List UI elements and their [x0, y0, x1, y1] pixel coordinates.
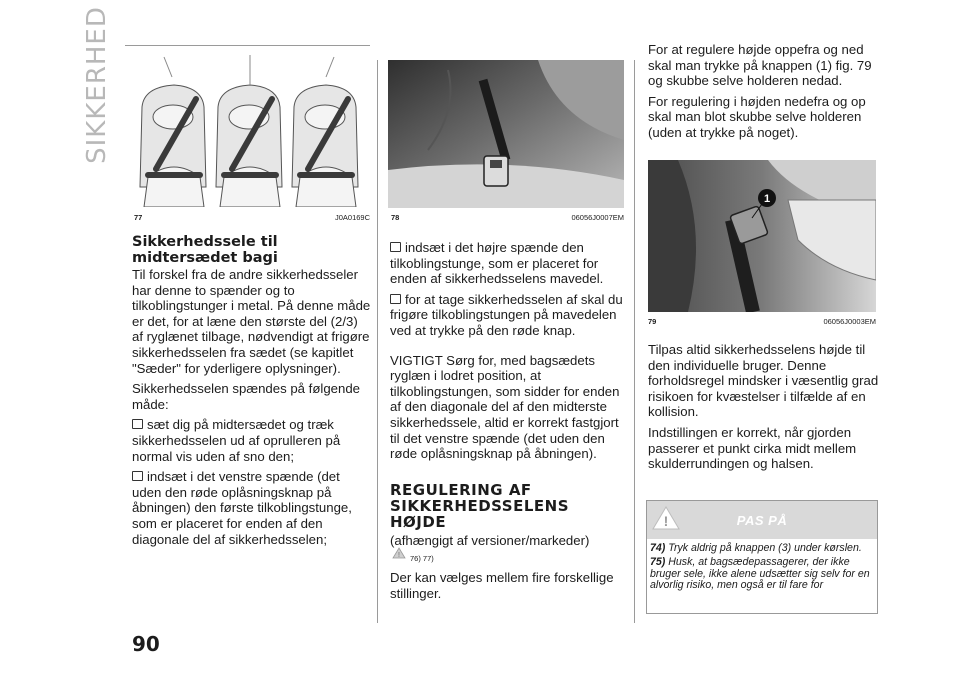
- paragraph: Til forskel fra de andre sikkerhedsseler har denne to spænder og to tilkoblingstunger i metal. På denne måde er det, for at læne den største del (2/3) af ryglænet tilbage, nødvendigt at frigøre sikkerhedsselen fra sædet (se kapitlet "Sæder" for yderligere oplysninger).: [132, 267, 371, 376]
- figure-77-rear-seat-belts: [134, 47, 370, 207]
- svg-text:!: !: [398, 552, 400, 560]
- column-2: [390, 240, 626, 606]
- paragraph: Indstillingen er korrekt, når gjorden passerer et punkt cirka midt mellem skulderrundingen og halsen.: [648, 424, 857, 472]
- svg-text:!: !: [663, 513, 669, 529]
- paragraph: Sikkerhedsselen spændes på følgende måde:: [132, 381, 360, 412]
- warning-item: 74) Tryk aldrig på knappen (3) under kørslen.: [650, 542, 862, 554]
- warning-triangle-icon: [392, 547, 406, 559]
- column-divider-2: [634, 60, 635, 623]
- warning-reference: ! 76) 77): [410, 551, 626, 567]
- paragraph: For at regulere højde oppefra og ned skal man trykke på knappen (1) fig. 79 og skubbe selve holderen nedad.: [648, 42, 872, 89]
- column-1: [132, 234, 372, 552]
- warning-title: PAS PÅ: [736, 513, 788, 528]
- column-3-bottom: [648, 342, 880, 477]
- figure-77-caption: 77 J0A0169C: [134, 213, 370, 222]
- warning-box-header: [647, 501, 877, 539]
- bullet-item: indsæt i det venstre spænde (det uden den røde oplåsningsknap på åbningen) den første tilkoblingstunge, som er placeret for enden af den diagonale del af sikkerhedsselen;: [132, 469, 352, 547]
- paragraph: Tilpas altid sikkerhedsselens højde til den individuelle bruger. Denne forholdsregel mindsker i væsentlig grad risikoen for kvæstelser i tilfælde af en kollision.: [648, 342, 879, 420]
- warning-body: [647, 539, 877, 592]
- figure-79-height-adjuster-photo: [648, 160, 876, 312]
- bullet-icon: [390, 242, 401, 252]
- bullet-icon: [390, 294, 401, 304]
- section-heading-middle-belt: Sikkerhedssele til midtersædet bagi: [132, 234, 278, 266]
- bullet-icon: [132, 419, 143, 429]
- chapter-side-label: SIKKERHED: [82, 6, 112, 164]
- figure-79-caption: 79 06056J0003EM: [648, 317, 876, 326]
- bullet-item: indsæt i det højre spænde den tilkoblingstunge, som er placeret for enden af sikkerhedsselens mavedel.: [390, 240, 604, 287]
- important-note: VIGTIGT Sørg for, med bagsædets ryglæn i lodret position, at tilkoblingstungen, som sidder for enden af den diagonale del af den midterste sikkerhedssele, altid er korrekt fastgjort til det venstre spænde (det uden den røde oplåsningsknap på åbningen).: [390, 352, 620, 462]
- figure-78-buckle-photo: [388, 60, 624, 208]
- bullet-item: sæt dig på midtersædet og træk sikkerhedsselen ud af oprulleren på normal vis uden af sno den;: [132, 417, 341, 464]
- callout-1-label: 1: [763, 193, 771, 205]
- paragraph: For regulering i højden nedefra og op skal man blot skubbe selve holderen (uden at trykke på noget).: [648, 93, 866, 140]
- page-number: 90: [132, 632, 160, 656]
- column-3-top: [648, 42, 880, 146]
- paragraph: Der kan vælges mellem fire forskellige stillinger.: [390, 569, 614, 601]
- header-rule-col1: [125, 45, 370, 46]
- figure-78-caption: 78 06056J0007EM: [391, 213, 624, 222]
- section-heading-belt-height: REGULERING AF SIKKERHEDSSELENS HØJDE: [390, 480, 570, 531]
- bullet-icon: [132, 471, 143, 481]
- versions-note: (afhængigt af versioner/markeder): [390, 532, 590, 548]
- bullet-item: for at tage sikkerhedsselen af skal du frigøre tilkoblingstungen på mavedelen ved at trykke på den røde knap.: [390, 291, 623, 338]
- warning-item: 75) Husk, at bagsædepassagerer, der ikke bruger sele, ikke alene udsætter sig selv for en alvorlig risiko, men også er til fare for: [650, 555, 870, 592]
- column-divider-1: [377, 60, 378, 623]
- warning-box: [646, 500, 878, 614]
